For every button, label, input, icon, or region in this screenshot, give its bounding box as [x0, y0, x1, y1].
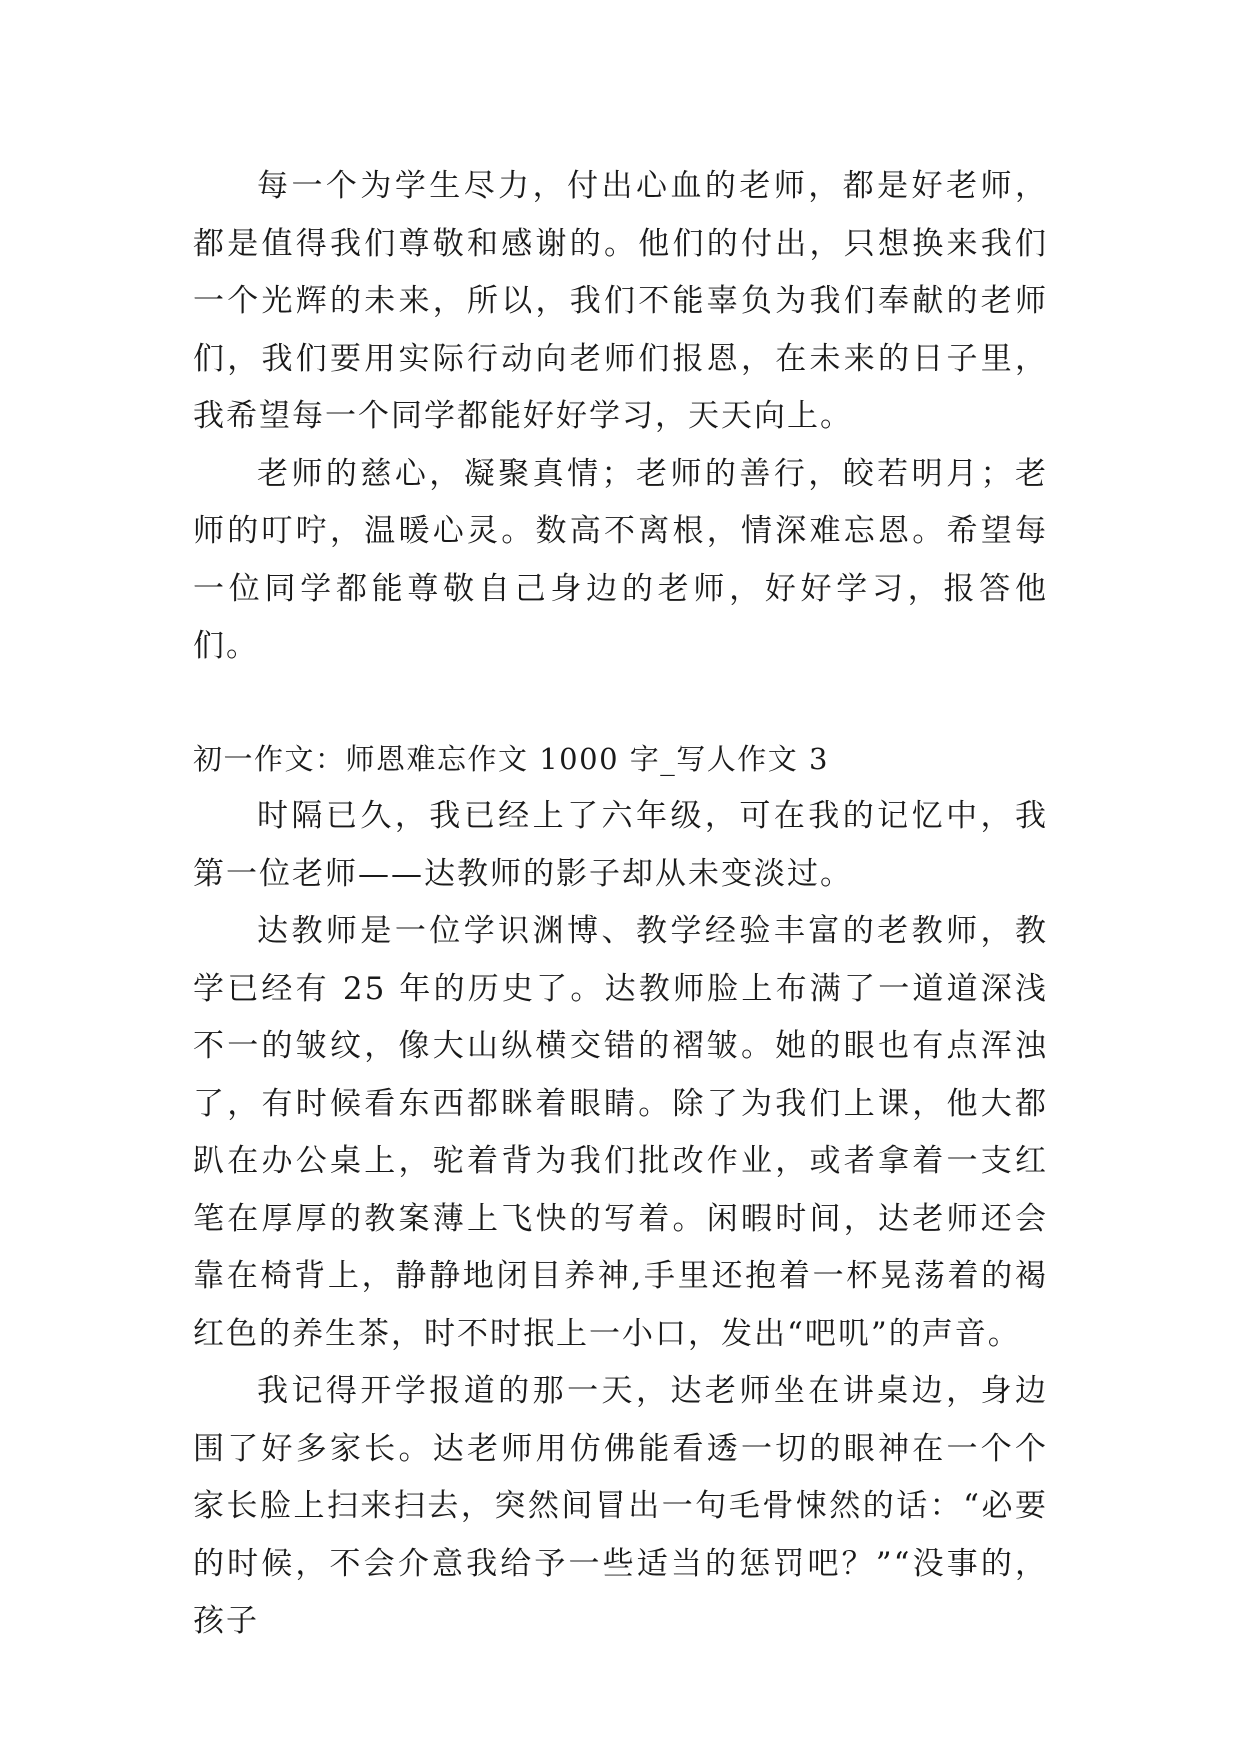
paragraph: 我记得开学报道的那一天，达老师坐在讲桌边，身边围了好多家长。达老师用仿佛能看透一切的眼神在一个个家长脸上扫来扫去，突然间冒出一句毛骨悚然的话：“必要的时候，不会介意我给予一些适当的惩罚吧？”“没事的，孩子: [193, 1373, 1048, 1639]
paragraph: 老师的慈心，凝聚真情；老师的善行，皎若明月；老师的叮咛，温暖心灵。数高不离根，情深难忘恩。希望每一位同学都能尊敬自己身边的老师，好好学习，报答他们。: [193, 455, 1048, 664]
paragraph: 每一个为学生尽力，付出心血的老师，都是好老师，都是值得我们尊敬和感谢的。他们的付出，只想换来我们一个光辉的未来，所以，我们不能辜负为我们奉献的老师们，我们要用实际行动向老师们报恩，在未来的日子里，我希望每一个同学都能好好学习，天天向上。: [193, 168, 1048, 434]
paragraph: 达教师是一位学识渊博、教学经验丰富的老教师，教学已经有 25 年的历史了。达教师脸上布满了一道道深浅不一的皱纹，像大山纵横交错的褶皱。她的眼也有点浑浊了，有时候看东西都眯着眼睛。除了为我们上课，他大都趴在办公桌上，驼着背为我们批改作业，或者拿着一支红笔在厚厚的教案薄上飞快的写着。闲暇时间，达老师还会靠在椅背上，静静地闭目养神,手里还抱着一杯晃荡着的褐红色的养生茶，时不时抿上一小口，发出“吧叽”的声音。: [193, 913, 1048, 1352]
section-spacer: [193, 676, 1048, 731]
paragraph: 时隔已久，我已经上了六年级，可在我的记忆中，我第一位老师——达教师的影子却从未变淡过。: [193, 798, 1048, 892]
section-title: 初一作文：师恩难忘作文 1000 字_写人作文 3: [193, 741, 829, 776]
document-body: [193, 158, 1048, 1651]
